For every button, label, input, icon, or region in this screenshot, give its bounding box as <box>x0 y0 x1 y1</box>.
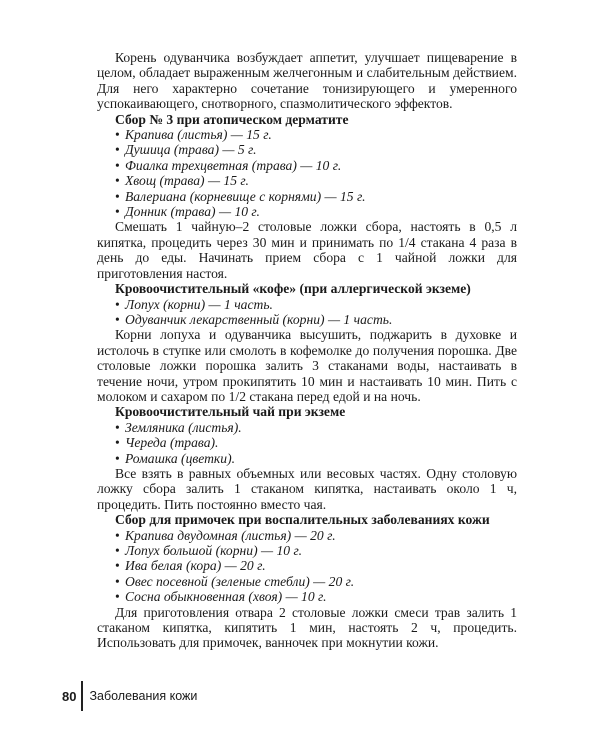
section-heading: Сбор для примочек при воспалительных заболеваниях кожи <box>115 512 490 528</box>
ingredient-list <box>97 420 517 466</box>
list-item: • Череда (трава). <box>115 435 517 450</box>
ingredient-list <box>97 528 517 605</box>
list-item: • Овес посевной (зеленые стебли) — 20 г. <box>115 574 517 589</box>
intro-paragraph: Корень одуванчика возбуждает аппетит, улучшает пищеварение в целом, обладает выраженным желчегонным и слабительным действием. Для него характерно сочетание тонизирующего и умеренного успокаивающего, снотворного, спазмолитического эффектов. <box>97 50 517 112</box>
list-item: • Крапива (листья) — 15 г. <box>115 127 517 142</box>
recipe-paragraph: Для приготовления отвара 2 столовые ложки смеси трав залить 1 стаканом кипятка, кипятить 1 мин, настоять 2 ч, процедить. Использовать для примочек, ванночек при мокнутии кожи. <box>97 604 517 651</box>
ingredient-list <box>97 127 517 219</box>
list-item: • Донник (трава) — 10 г. <box>115 204 517 219</box>
section-heading: Кровоочистительный «кофе» (при аллергической экземе) <box>115 281 471 297</box>
ingredient-list <box>97 297 517 328</box>
list-item: • Сосна обыкновенная (хвоя) — 10 г. <box>115 589 517 604</box>
page-footer <box>62 681 197 711</box>
page-content <box>97 50 517 651</box>
list-item: • Земляника (листья). <box>115 420 517 435</box>
chapter-title: Заболевания кожи <box>89 689 198 703</box>
list-item: • Ива белая (кора) — 20 г. <box>115 558 517 573</box>
list-item: • Фиалка трехцветная (трава) — 10 г. <box>115 158 517 173</box>
list-item: • Одуванчик лекарственный (корни) — 1 часть. <box>115 312 517 327</box>
section-heading: Сбор № 3 при атопическом дерматите <box>115 111 349 127</box>
recipe-paragraph: Все взять в равных объемных или весовых частях. Одну столовую ложку сбора залить 1 стаканом кипятка, настаивать около 1 ч, процедить. Пить постоянно вместо чая. <box>97 465 517 512</box>
list-item: • Душица (трава) — 5 г. <box>115 142 517 157</box>
list-item: • Лопух большой (корни) — 10 г. <box>115 543 517 558</box>
section-heading: Кровоочистительный чай при экземе <box>115 404 346 420</box>
recipe-paragraph: Смешать 1 чайную–2 столовые ложки сбора, настоять в 0,5 л кипятка, процедить через 30 мин и принимать по 1/4 стакана 4 раза в день до еды. Начинать прием сбора с 1 чайной ложки для приготовления настоя. <box>97 219 517 281</box>
list-item: • Крапива двудомная (листья) — 20 г. <box>115 528 517 543</box>
list-item: • Хвощ (трава) — 15 г. <box>115 173 517 188</box>
list-item: • Лопух (корни) — 1 часть. <box>115 297 517 312</box>
list-item: • Ромашка (цветки). <box>115 451 517 466</box>
recipe-paragraph: Корни лопуха и одуванчика высушить, поджарить в духовке и истолочь в ступке или смолоть в кофемолке до получения порошка. Две столовые ложки порошка залить 3 стаканами воды, настаивать в течение ночи, утром прокипятить 10 мин и настаивать 10 мин. Пить с молоком и сахаром по 1/2 стакана перед едой и на ночь. <box>97 327 517 404</box>
list-item: • Валериана (корневище с корнями) — 15 г. <box>115 189 517 204</box>
page-number: 80 <box>62 688 77 704</box>
footer-divider <box>81 681 83 711</box>
